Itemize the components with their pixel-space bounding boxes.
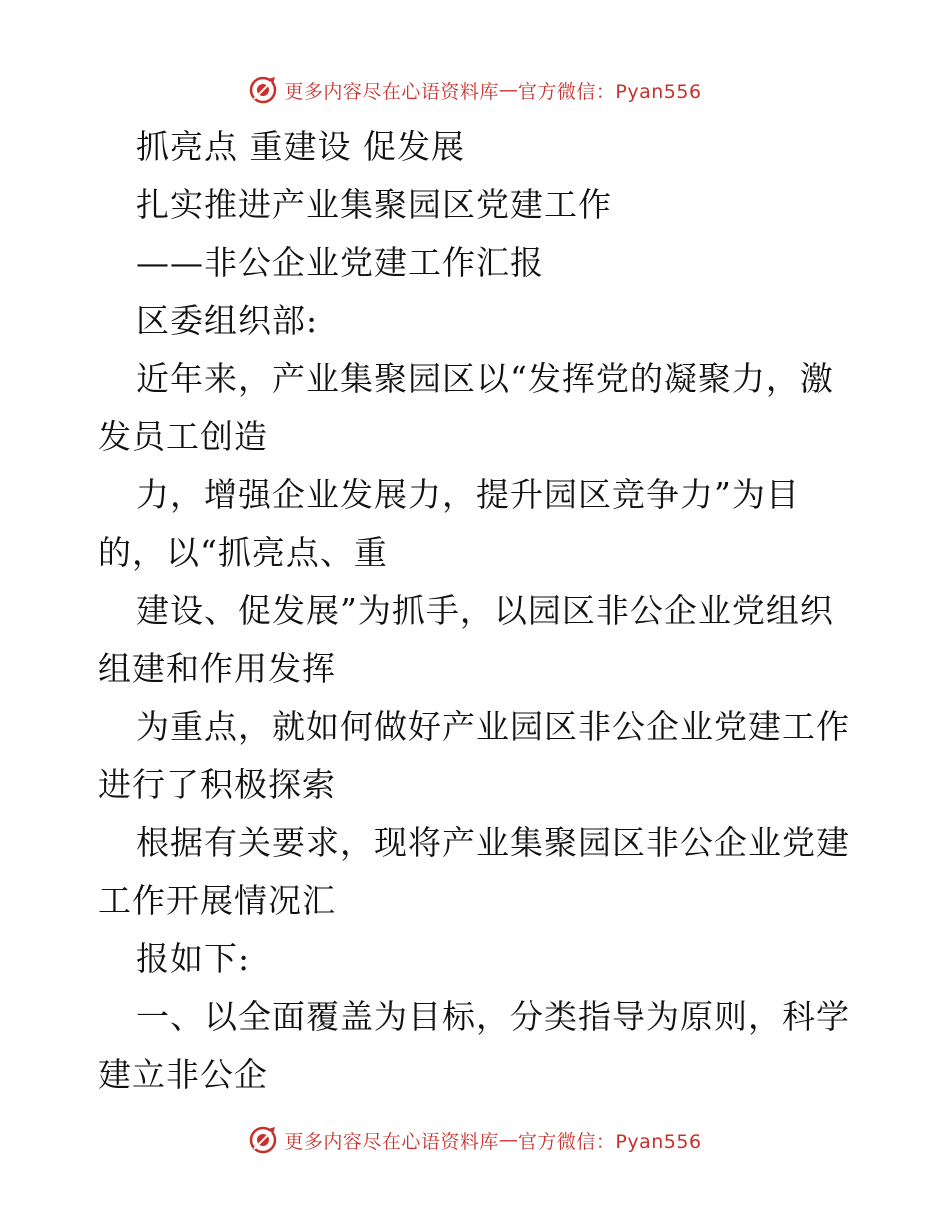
watermark-separator: —: [498, 1129, 518, 1151]
doc-line: 为重点，就如何做好产业园区非公企业党建工作: [136, 707, 850, 746]
doc-line: 扎实推进产业集聚园区党建工作: [136, 185, 612, 224]
doc-line: 建设、促发展”为抓手，以园区非公企业党组织: [136, 591, 834, 630]
red-seal-logo-icon: [248, 75, 278, 105]
doc-line: 工作开展情况汇: [98, 881, 336, 920]
doc-line: 的，以“抓亮点、重: [98, 533, 388, 572]
doc-line: ——非公企业党建工作汇报: [136, 243, 544, 282]
watermark-separator: —: [498, 79, 518, 101]
watermark-official: 官方微信：Pyan556: [517, 80, 702, 103]
doc-line: 组建和作用发挥: [98, 649, 336, 688]
doc-line: 抓亮点 重建设 促发展: [136, 127, 465, 166]
watermark-text: 更多内容尽在心语资料库: [284, 80, 499, 103]
doc-line: 报如下:: [136, 939, 251, 978]
red-seal-logo-icon: [248, 1125, 278, 1155]
doc-line: 发员工创造: [98, 417, 268, 456]
watermark-banner-bottom: [0, 1120, 950, 1160]
document-body: [98, 118, 854, 1104]
watermark-banner-top: [0, 70, 950, 110]
doc-line: 根据有关要求，现将产业集聚园区非公企业党建: [136, 823, 850, 862]
doc-line: 一、以全面覆盖为目标，分类指导为原则，科学: [136, 997, 850, 1036]
watermark-text: 更多内容尽在心语资料库: [284, 1130, 499, 1153]
watermark-official: 官方微信：Pyan556: [517, 1130, 702, 1153]
doc-line: 近年来，产业集聚园区以“发挥党的凝聚力，激: [136, 359, 834, 398]
doc-line: 进行了积极探索: [98, 765, 336, 804]
doc-line: 建立非公企: [98, 1055, 268, 1094]
doc-line: 力，增强企业发展力，提升园区竞争力”为目: [136, 475, 800, 514]
doc-line: 区委组织部:: [136, 301, 319, 340]
